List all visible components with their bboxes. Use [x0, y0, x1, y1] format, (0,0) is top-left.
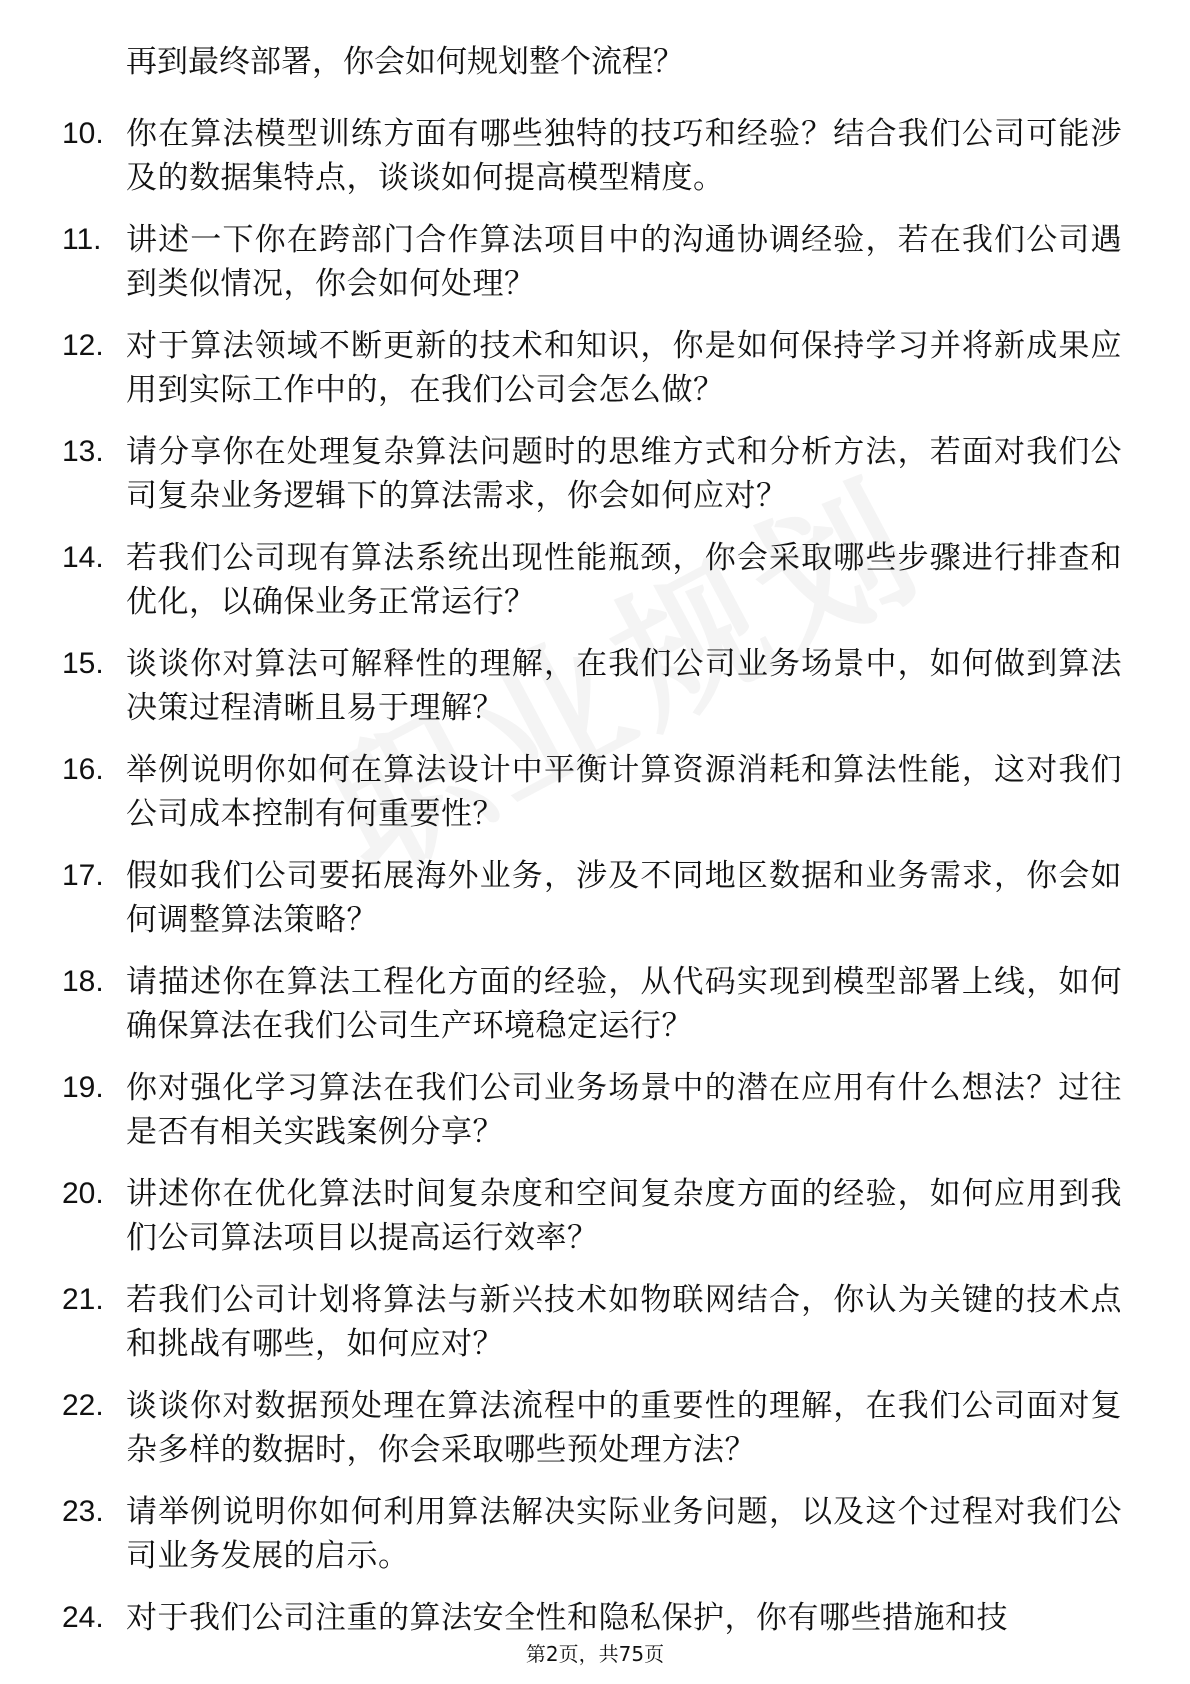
question-item [62, 1278, 1122, 1366]
question-number: 13. [62, 435, 104, 468]
question-number: 17. [62, 859, 104, 892]
question-text: 谈谈你对数据预处理在算法流程中的重要性的理解，在我们公司面对复杂多样的数据时，你会采取哪些预处理方法？ [126, 1388, 1122, 1468]
question-number: 14. [62, 541, 104, 574]
question-item [62, 748, 1122, 836]
question-number: 20. [62, 1177, 104, 1210]
question-item [62, 642, 1122, 730]
question-number: 11. [62, 223, 102, 256]
question-item [62, 1172, 1122, 1260]
page-footer: 第2页，共75页 [525, 1642, 665, 1666]
question-item [62, 430, 1122, 518]
question-text: 你对强化学习算法在我们公司业务场景中的潜在应用有什么想法？过往是否有相关实践案例分享？ [126, 1070, 1122, 1150]
question-text: 对于算法领域不断更新的技术和知识，你是如何保持学习并将新成果应用到实际工作中的，在我们公司会怎么做？ [126, 328, 1122, 408]
question-item [62, 1596, 1122, 1640]
question-item [62, 218, 1122, 306]
question-number: 12. [62, 329, 104, 362]
question-item [62, 854, 1122, 942]
question-number: 18. [62, 965, 104, 998]
question-list [62, 40, 1122, 1658]
question-number: 15. [62, 647, 104, 680]
question-item [62, 324, 1122, 412]
question-item [62, 1066, 1122, 1154]
question-text: 请描述你在算法工程化方面的经验，从代码实现到模型部署上线，如何确保算法在我们公司生产环境稳定运行？ [126, 964, 1122, 1044]
question-item [62, 112, 1122, 200]
question-text: 请分享你在处理复杂算法问题时的思维方式和分析方法，若面对我们公司复杂业务逻辑下的算法需求，你会如何应对？ [126, 434, 1122, 514]
question-item [62, 536, 1122, 624]
question-text: 若我们公司现有算法系统出现性能瓶颈，你会采取哪些步骤进行排查和优化，以确保业务正常运行？ [126, 540, 1122, 620]
question-number: 19. [62, 1071, 104, 1104]
question-number: 23. [62, 1495, 104, 1528]
question-text: 假如我们公司要拓展海外业务，涉及不同地区数据和业务需求，你会如何调整算法策略？ [126, 858, 1122, 938]
question-number: 10. [62, 117, 104, 150]
question-number: 24. [62, 1601, 104, 1634]
question-text: 讲述你在优化算法时间复杂度和空间复杂度方面的经验，如何应用到我们公司算法项目以提高运行效率？ [126, 1176, 1122, 1256]
question-item [62, 1490, 1122, 1578]
question-number: 22. [62, 1389, 104, 1422]
question-item [62, 960, 1122, 1048]
question-text: 请举例说明你如何利用算法解决实际业务问题，以及这个过程对我们公司业务发展的启示。 [126, 1494, 1122, 1574]
question-number: 16. [62, 753, 104, 786]
question-text: 谈谈你对算法可解释性的理解，在我们公司业务场景中，如何做到算法决策过程清晰且易于理解？ [126, 646, 1122, 726]
question-text: 你在算法模型训练方面有哪些独特的技巧和经验？结合我们公司可能涉及的数据集特点，谈谈如何提高模型精度。 [126, 116, 1122, 196]
question-text: 讲述一下你在跨部门合作算法项目中的沟通协调经验，若在我们公司遇到类似情况，你会如何处理？ [126, 222, 1122, 302]
question-text: 对于我们公司注重的算法安全性和隐私保护，你有哪些措施和技 [126, 1600, 1008, 1636]
continued-question-text: 再到最终部署，你会如何规划整个流程？ [126, 44, 684, 80]
question-text: 若我们公司计划将算法与新兴技术如物联网结合，你认为关键的技术点和挑战有哪些，如何应对？ [126, 1282, 1122, 1362]
question-text: 举例说明你如何在算法设计中平衡计算资源消耗和算法性能，这对我们公司成本控制有何重要性？ [126, 752, 1122, 832]
question-item [62, 1384, 1122, 1472]
question-number: 21. [62, 1283, 104, 1316]
